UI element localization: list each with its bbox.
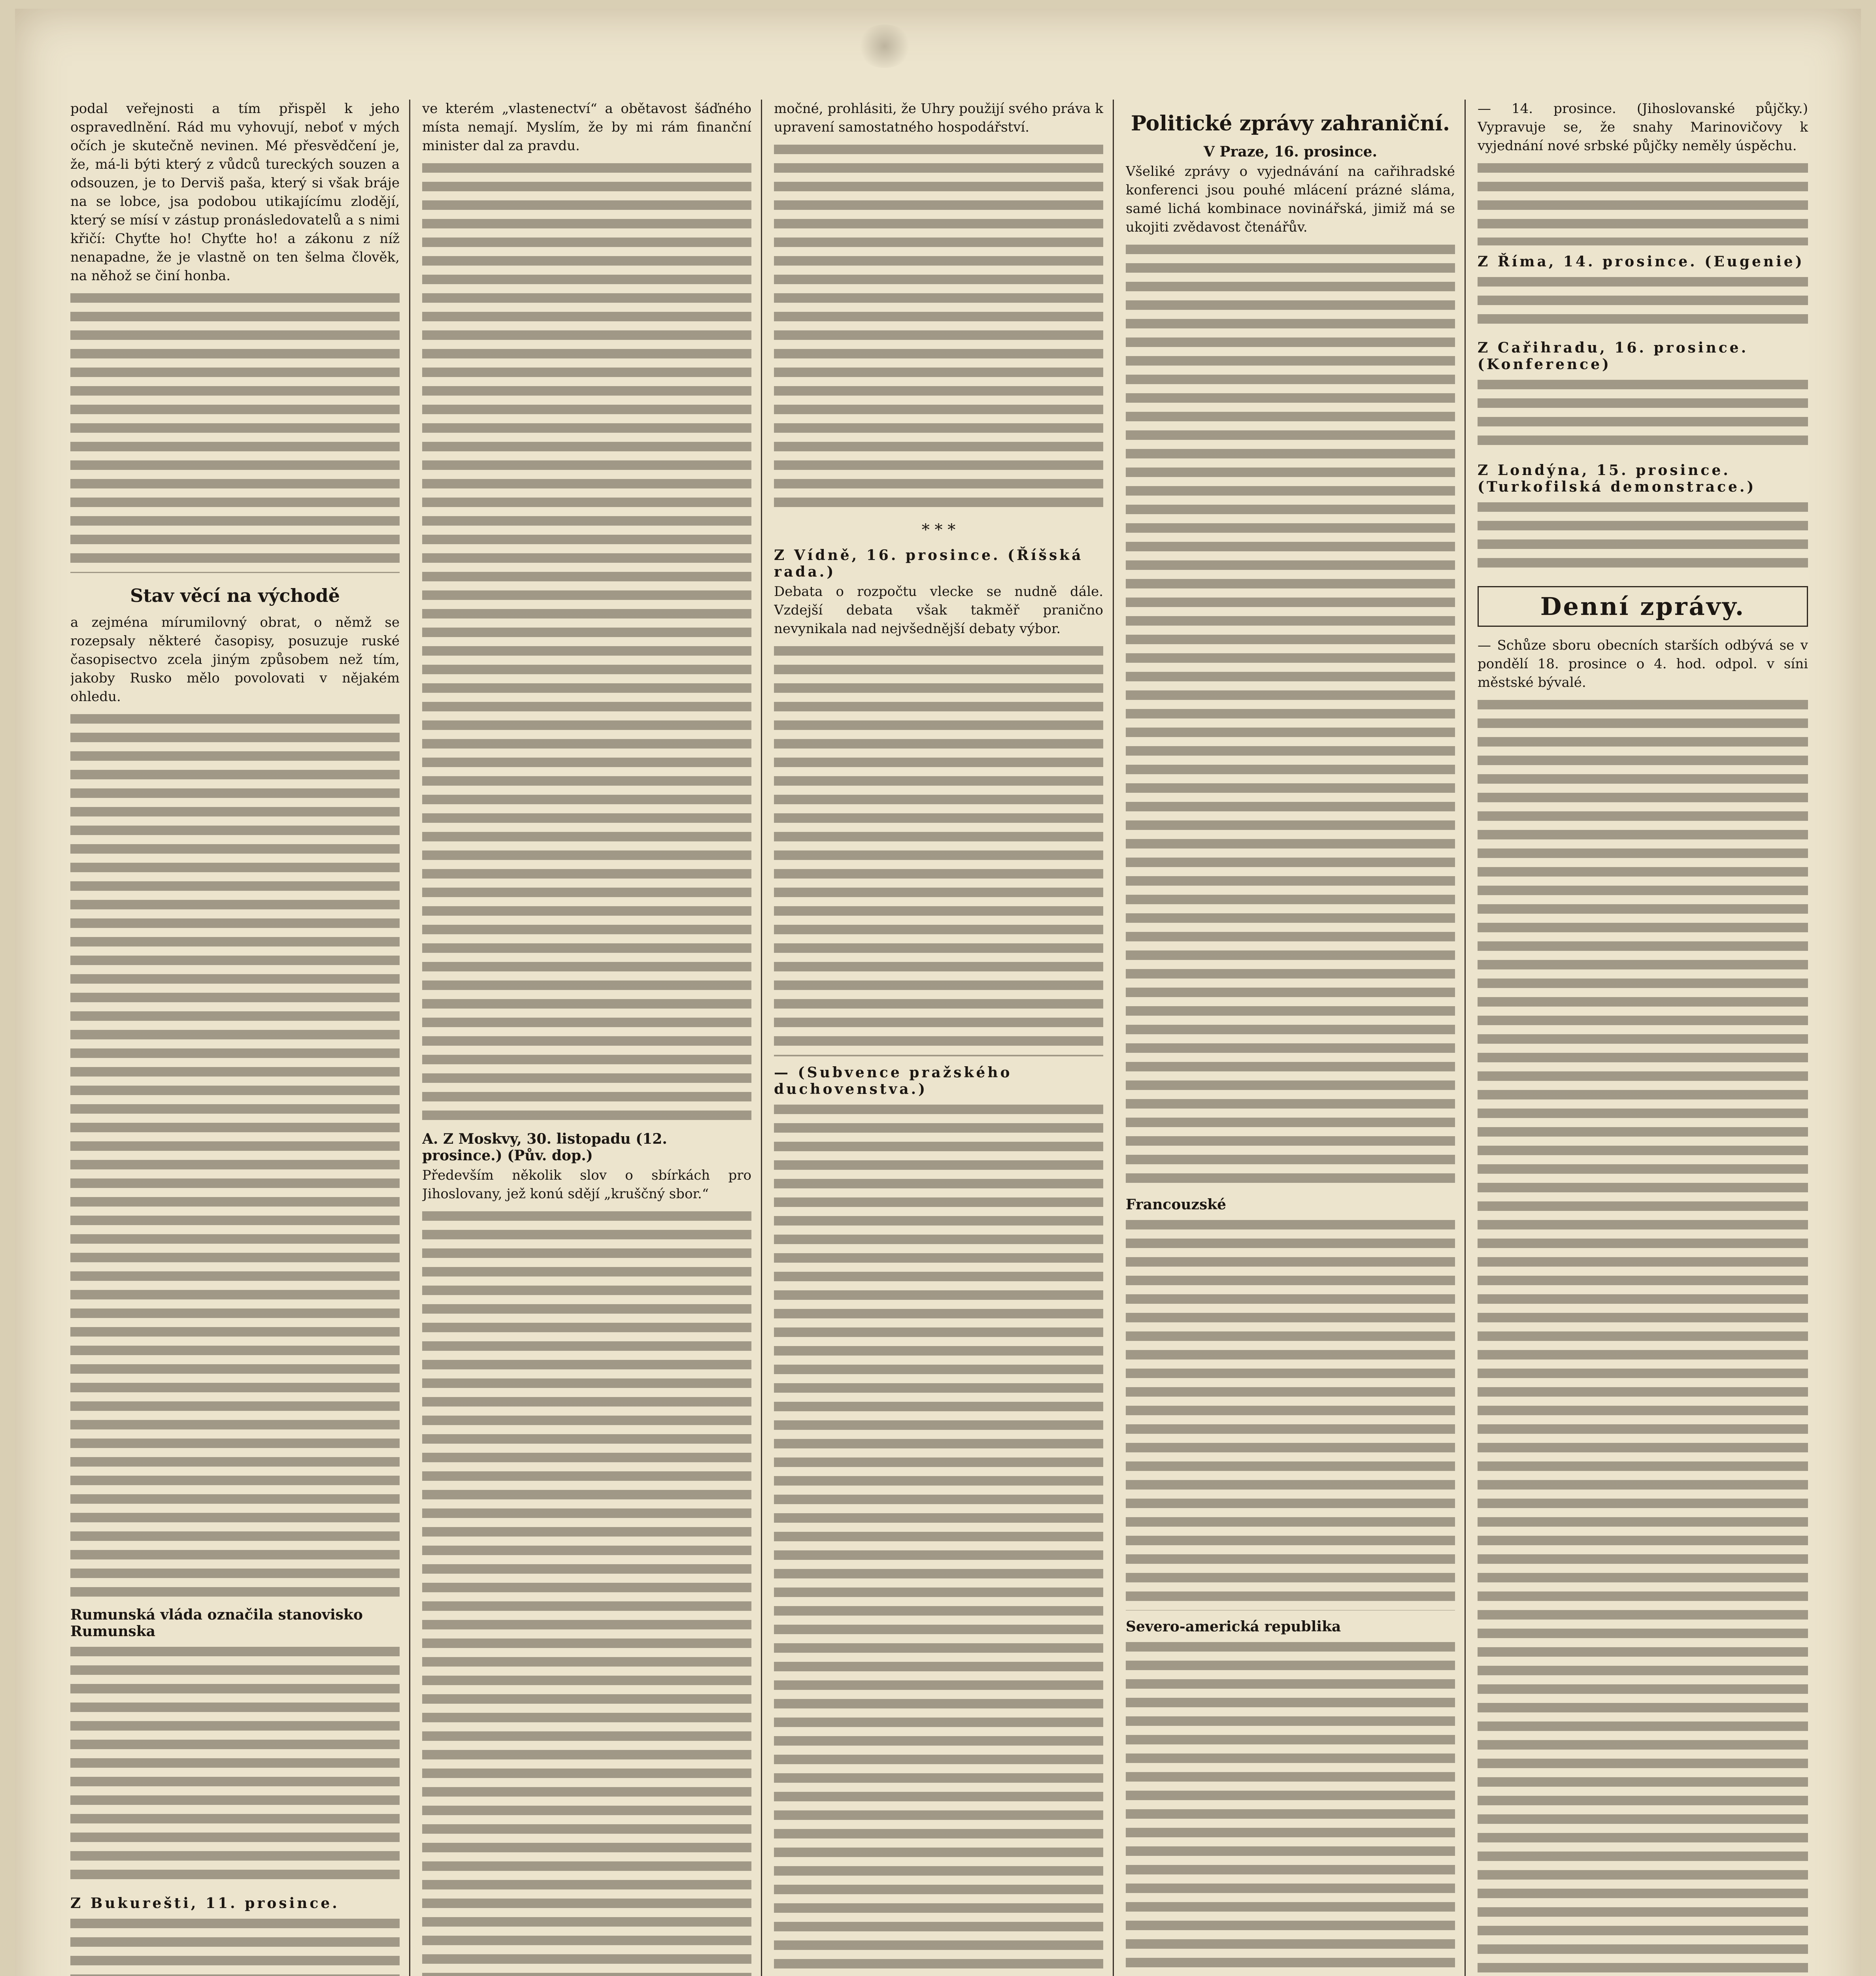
paper-stain [857,25,912,68]
col4-dateline: V Praze, 16. prosince. [1203,143,1378,160]
col5-text-block-4 [1478,498,1808,577]
newspaper-page [15,9,1861,1976]
col1-text-block [70,288,400,573]
col5-text-block-3 [1478,375,1808,454]
col5-paragraph-1: — 14. prosince. (Jihoslovanské půjčky.) Vypravuje se, že snahy Marinovičovy k vyjednání nové srbské půjčky neměly úspěchu. [1478,101,1808,154]
col5-text-block-5 [1478,695,1808,1976]
column-3 [774,100,1114,1976]
col4-text-block-2 [1126,1215,1455,1610]
col1-text-block-4 [70,1914,400,1976]
col4-text-block [1126,240,1455,1188]
col1-text-block-3 [70,1642,400,1887]
col3-separator: * * * [921,521,956,539]
col5-text-block [1478,158,1808,245]
col5-paragraph-2: — Schůze sboru obecních starších odbývá se v pondělí 18. prosince o 4. hod. odpol. v síni městské bývalé. [1478,637,1808,690]
col4-text-block-3 [1126,1637,1455,1976]
column-1 [70,100,410,1976]
col3-heading-subvence: — (Subvence pražského duchovenstva.) [774,1064,1012,1097]
col1-heading-vychod: Stav věcí na východě [130,585,340,606]
col1-text-block-2 [70,709,400,1599]
col4-heading-zahranicni: Politické zprávy zahraniční. [1131,111,1450,136]
col5-text-block-2 [1478,272,1808,332]
col3-paragraph-1: močné, prohlásiti, že Uhry použijí svého práva k upravení samostatného hospodářství. [774,101,1103,135]
col3-heading-viden: Z Vídně, 16. prosince. (Říšská rada.) [774,547,1083,580]
col4-heading-francouzske: Francouzské [1126,1196,1227,1213]
col1-heading-rumunsko: Rumunská vláda označila stanovisko Rumunska [70,1606,363,1640]
col5-heading-carihrad: Z Cařihradu, 16. prosince. (Konference) [1478,339,1749,373]
col3-text-block-2 [774,641,1103,1056]
col1-heading-bukurest: Z Bukurešti, 11. prosince. [70,1895,340,1912]
column-4 [1126,100,1466,1976]
col4-paragraph-1: Všeliké zprávy o vyjednávání na cařihradské konferenci jsou pouhé mlácení prázné sláma, samé lichá kombinace novinářská, jimiž má se ukojiti zvědavost čtenářův. [1126,164,1455,235]
col4-heading-amerika: Severo-americká republika [1126,1618,1341,1635]
col1-paragraph-2: a zejména mírumilovný obrat, o němž se rozepsaly některé časopisy, posuzuje ruské časopisectvo zcela jiným způsobem než tím, jakoby Rusko mělo povolovati v nějakém ohledu. [70,615,400,705]
denni-zpravy-title: Denní zprávy. [1540,592,1746,621]
col2-paragraph-1: ve kterém „vlastenectví“ a obětavost šáďného místa nemají. Myslím, že by mi rám finanční minister dal za pravdu. [422,101,751,154]
col2-text-block-2 [422,1207,751,1976]
col1-paragraph-1: podal veřejnosti a tím přispěl k jeho ospravedlnění. Rád mu vyhovují, neboť v mých očích je skutečně nevinen. Mé přesvědčení je, že, má-li býti který z vůdců tureckých souzen a odsouzen, je to Derviš paša, který si však bráje na se lobce, jsa podobou utikajícímu zlodějí, který se mísí v zástup pronásledovatelů a s nimi křičí: Chyťte ho! Chyťte ho! a zákonu z níž nenapadne, že je vlastně on ten šelma člověk, na něhož se činí honba. [70,101,400,284]
col5-heading-londyn: Z Londýna, 15. prosince. (Turkofilská demonstrace.) [1478,462,1756,495]
col5-heading-rim: Z Říma, 14. prosince. (Eugenie) [1478,253,1804,270]
col3-paragraph-2: Debata o rozpočtu vlecke se nudně dále. Vzdejší debata však takměř pranično nevynikala nad nejvšednější debaty výbor. [774,584,1103,637]
col2-paragraph-2: Především několik slov o sbírkách pro Jihoslovany, jež konú sdějí „kruščný sbor.“ [422,1167,751,1202]
columns [70,100,1817,1976]
column-2 [422,100,762,1976]
column-5 [1478,100,1817,1976]
col3-text-block [774,140,1103,515]
col2-text-block [422,158,751,1123]
denni-zpravy-banner [1478,586,1808,627]
col2-heading-moskva: A. Z Moskvy, 30. listopadu (12. prosince.) (Pův. dop.) [422,1131,667,1164]
col3-text-block-3 [774,1100,1103,1976]
